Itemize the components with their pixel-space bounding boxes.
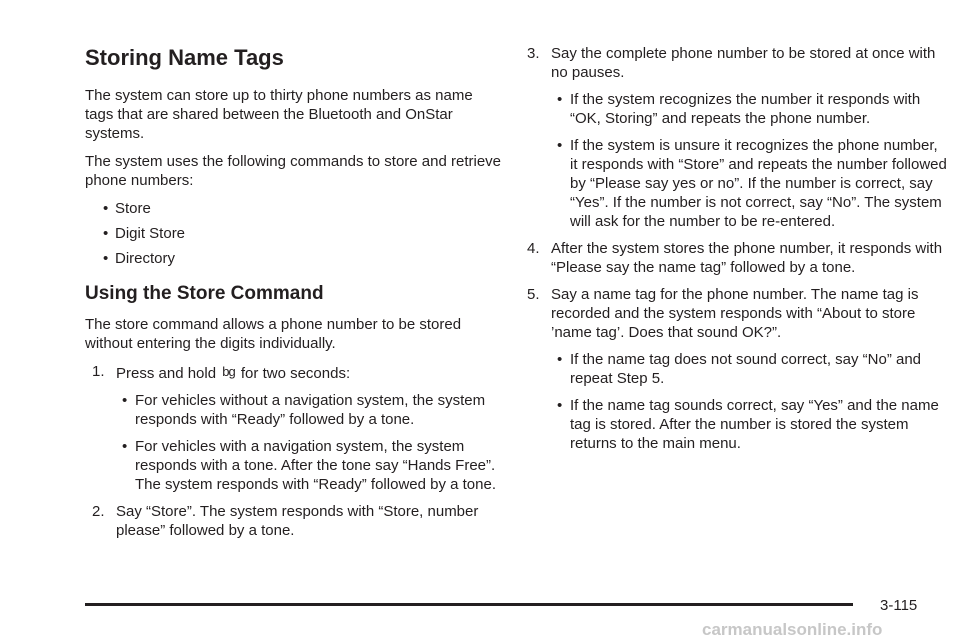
command-directory: Directory bbox=[115, 250, 176, 267]
bullet-icon: • bbox=[557, 137, 563, 154]
step-1-bullets bbox=[116, 391, 505, 494]
list-item bbox=[85, 224, 505, 243]
step-4: 4. After the system stores the phone number, it responds with “Please say the name tag” followed by a tone. bbox=[527, 240, 943, 276]
left-column bbox=[85, 44, 505, 548]
bullet-icon: • bbox=[103, 250, 109, 267]
step-2: 2. Say “Store”. The system responds with “Store, number please” followed by a tone. bbox=[92, 503, 479, 539]
step-number: 5. bbox=[527, 286, 540, 303]
step-3-bullets bbox=[551, 90, 947, 231]
command-store: Store bbox=[115, 200, 151, 217]
section-title: Storing Name Tags bbox=[85, 45, 284, 70]
list-item: • If the name tag sounds correct, say “Yes” and the name tag is stored. After the number is stored the system returns to the main menu. bbox=[557, 397, 939, 452]
step-1-text-after: for two seconds: bbox=[240, 365, 351, 382]
commands-list bbox=[85, 199, 505, 268]
phone-voice-icon: bg bbox=[222, 364, 235, 379]
footer-divider bbox=[85, 603, 853, 606]
list-item: • If the system recognizes the number it responds with “OK, Storing” and repeats the phone number. bbox=[557, 91, 921, 127]
bullet-icon: • bbox=[103, 225, 109, 242]
list-item bbox=[85, 199, 505, 218]
store-intro-paragraph: The store command allows a phone number to be stored without entering the digits individually. bbox=[85, 316, 462, 352]
list-item: • For vehicles without a navigation system, the system responds with “Ready” followed by a tone. bbox=[122, 392, 486, 428]
step-number: 1. bbox=[92, 363, 105, 380]
intro-paragraph: The system can store up to thirty phone numbers as name tags that are shared between the Bluetooth and OnStar systems. bbox=[85, 87, 473, 142]
commands-intro-paragraph: The system uses the following commands to store and retrieve phone numbers: bbox=[85, 153, 502, 189]
watermark: carmanualsonline.info bbox=[702, 620, 883, 639]
step-number: 4. bbox=[527, 240, 540, 257]
step-1 bbox=[92, 362, 505, 494]
list-item: • If the system is unsure it recognizes the phone number, it responds with “Store” and repeats the number followed by “Please say yes or no”. If the number is correct, say “Yes”. If the number is not correct, say “No”. The system will ask for the number to be re-entered. bbox=[557, 137, 947, 230]
steps-list-left bbox=[92, 362, 505, 540]
command-digit-store: Digit Store bbox=[115, 225, 186, 242]
list-item: • For vehicles with a navigation system, the system responds with a tone. After the tone say “Hands Free”. The system responds with “Ready” followed by a tone. bbox=[122, 438, 497, 493]
list-item: • If the name tag does not sound correct, say “No” and repeat Step 5. bbox=[557, 351, 922, 387]
steps-list-right bbox=[527, 44, 947, 453]
subsection-title: Using the Store Command bbox=[85, 283, 324, 304]
bullet-icon: • bbox=[557, 351, 563, 368]
step-1-text-before: Press and hold bbox=[116, 365, 217, 382]
bullet-icon: • bbox=[122, 392, 128, 409]
bullet-icon: • bbox=[557, 91, 563, 108]
bullet-icon: • bbox=[557, 397, 563, 414]
list-item bbox=[85, 249, 505, 268]
step-5: 5. Say a name tag for the phone number. The name tag is recorded and the system responds with “About to store ’name tag’. Does that sound OK?”. • If the name tag does not sound correct, say “No” and repeat Step 5. • If the name tag sounds correct, say “Yes” and the name tag is stored. After the number is stored the system returns to the main menu. bbox=[527, 285, 947, 453]
step-3: 3. Say the complete phone number to be stored at once with no pauses. • If the system recognizes the number it responds with “OK, Storing” and repeats the phone number. • If the system is unsure it recognizes the phone number, it responds with “Store” and repeats the number followed by “Please say yes or no”. If the number is correct, say “Yes”. If the number is not correct, say “No”. The system will ask for the number to be re-entered. bbox=[527, 45, 947, 230]
page-number: 3-115 bbox=[880, 597, 918, 614]
step-number: 2. bbox=[92, 503, 105, 520]
bullet-icon: • bbox=[103, 200, 109, 217]
bullet-icon: • bbox=[122, 438, 128, 455]
step-5-bullets bbox=[551, 350, 947, 453]
right-column bbox=[527, 44, 947, 461]
step-number: 3. bbox=[527, 45, 540, 62]
